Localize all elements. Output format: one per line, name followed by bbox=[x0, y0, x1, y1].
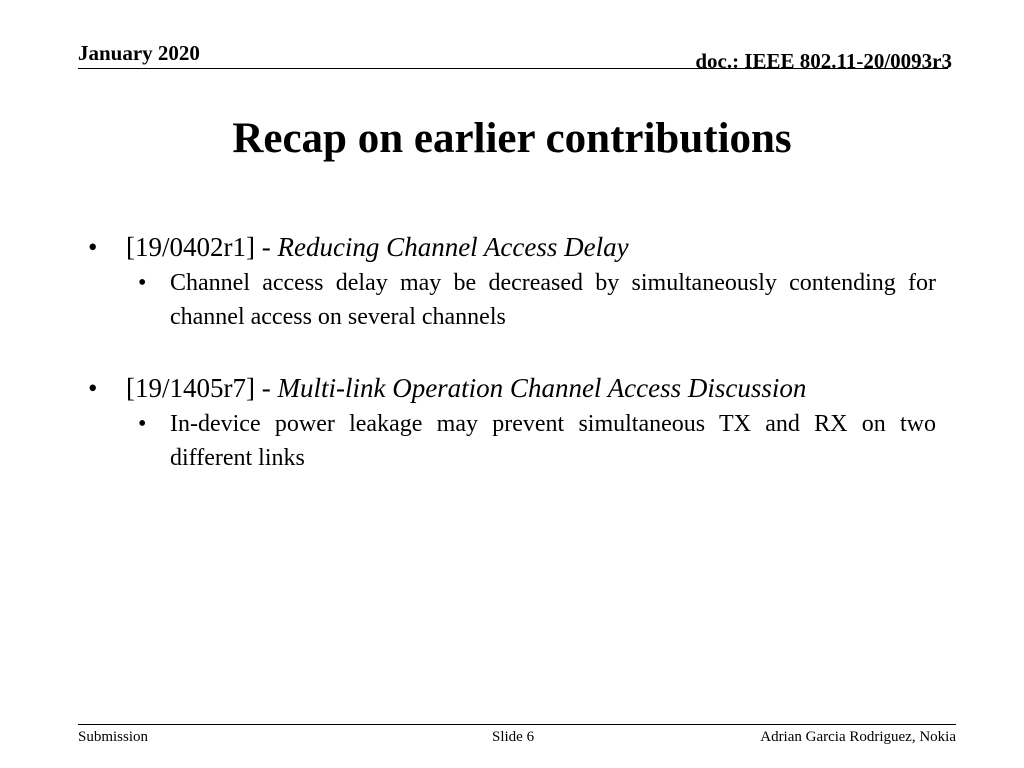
bullet-item bbox=[88, 369, 936, 407]
footer-submission: Submission bbox=[78, 729, 149, 745]
bullet-reference: [19/0402r1] - bbox=[126, 232, 278, 262]
footer-divider bbox=[78, 724, 956, 725]
bullet-topic: Reducing Channel Access Delay bbox=[277, 232, 629, 262]
footer-author: Adrian Garcia Rodriguez, Nokia bbox=[760, 729, 956, 745]
bullet-dot-icon: • bbox=[88, 373, 98, 403]
sub-bullet-item bbox=[138, 407, 936, 475]
bullet-reference: [19/1405r7] - bbox=[126, 373, 278, 403]
header-date: January 2020 bbox=[78, 41, 200, 65]
header-doc-id: doc.: IEEE 802.11-20/0093r3 bbox=[695, 49, 952, 73]
footer-slide-number: Slide 6 bbox=[492, 729, 535, 745]
slide-title: Recap on earlier contributions bbox=[232, 115, 792, 162]
bullet-topic: Multi-link Operation Channel Access Discussion bbox=[277, 373, 807, 403]
sub-bullet-item bbox=[138, 266, 936, 334]
bullet-dot-icon: • bbox=[88, 232, 98, 262]
header-divider bbox=[78, 68, 948, 69]
sub-bullet-dot-icon: • bbox=[138, 270, 147, 296]
bullet-item bbox=[88, 228, 936, 266]
sub-bullet-dot-icon: • bbox=[138, 411, 147, 437]
sub-bullet-text: In-device power leakage may prevent simultaneous TX and RX on two different links bbox=[170, 411, 936, 471]
slide-content bbox=[88, 228, 936, 475]
sub-bullet-text: Channel access delay may be decreased by simultaneously contending for channel access on several channels bbox=[170, 270, 936, 330]
